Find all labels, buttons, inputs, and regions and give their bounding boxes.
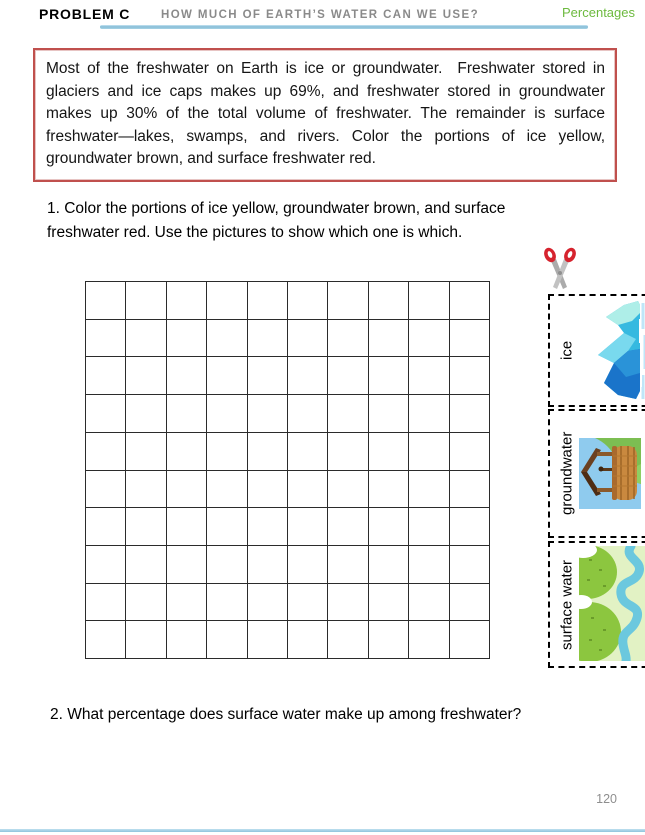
grid-cell[interactable] bbox=[86, 282, 126, 320]
grid-cell[interactable] bbox=[248, 320, 288, 358]
grid-cell[interactable] bbox=[328, 433, 368, 471]
grid-cell[interactable] bbox=[126, 584, 166, 622]
header-rule bbox=[100, 25, 588, 29]
grid-cell[interactable] bbox=[288, 584, 328, 622]
grid-cell[interactable] bbox=[126, 282, 166, 320]
grid-cell[interactable] bbox=[207, 508, 247, 546]
grid-cell[interactable] bbox=[288, 320, 328, 358]
cutout-card-ice[interactable] bbox=[548, 294, 645, 407]
grid-cell[interactable] bbox=[409, 621, 449, 659]
grid-cell[interactable] bbox=[328, 357, 368, 395]
grid-cell[interactable] bbox=[167, 357, 207, 395]
grid-cell[interactable] bbox=[328, 584, 368, 622]
grid-cell[interactable] bbox=[328, 546, 368, 584]
grid-cell[interactable] bbox=[369, 320, 409, 358]
grid-cell[interactable] bbox=[369, 395, 409, 433]
winding-river-image bbox=[579, 546, 645, 666]
grid-cell[interactable] bbox=[126, 320, 166, 358]
grid-cell[interactable] bbox=[328, 395, 368, 433]
grid-cell[interactable] bbox=[409, 471, 449, 509]
grid-cell[interactable] bbox=[409, 433, 449, 471]
grid-cell[interactable] bbox=[207, 282, 247, 320]
grid-cell[interactable] bbox=[328, 621, 368, 659]
grid-cell[interactable] bbox=[369, 471, 409, 509]
grid-cell[interactable] bbox=[86, 546, 126, 584]
grid-cell[interactable] bbox=[248, 395, 288, 433]
card-label-surface-water: surface water bbox=[558, 559, 576, 650]
grid-cell[interactable] bbox=[248, 471, 288, 509]
grid-cell[interactable] bbox=[288, 433, 328, 471]
grid-cell[interactable] bbox=[409, 357, 449, 395]
grid-cell[interactable] bbox=[207, 471, 247, 509]
category-label: Percentages bbox=[562, 5, 635, 20]
instruction-box bbox=[33, 48, 617, 182]
grid-cell[interactable] bbox=[409, 508, 449, 546]
footer-rule bbox=[0, 829, 645, 832]
cutout-card-groundwater[interactable] bbox=[548, 409, 645, 538]
grid-cell[interactable] bbox=[167, 471, 207, 509]
grid-cell[interactable] bbox=[167, 508, 207, 546]
grid-cell[interactable] bbox=[288, 282, 328, 320]
page-number: 120 bbox=[596, 792, 617, 806]
grid-cell[interactable] bbox=[369, 282, 409, 320]
grid-cell[interactable] bbox=[86, 621, 126, 659]
card-label-ice: ice bbox=[558, 340, 576, 361]
grid-cell[interactable] bbox=[207, 395, 247, 433]
grid-cell[interactable] bbox=[167, 584, 207, 622]
grid-cell[interactable] bbox=[126, 433, 166, 471]
grid-cell[interactable] bbox=[409, 584, 449, 622]
grid-cell[interactable] bbox=[248, 546, 288, 584]
cutout-card-surface-water[interactable] bbox=[548, 541, 645, 668]
grid-cell[interactable] bbox=[207, 357, 247, 395]
grid-cell[interactable] bbox=[167, 282, 207, 320]
grid-cell[interactable] bbox=[86, 471, 126, 509]
grid-cell[interactable] bbox=[450, 395, 490, 433]
iceberg-image bbox=[584, 299, 645, 407]
grid-cell[interactable] bbox=[167, 546, 207, 584]
grid-cell[interactable] bbox=[409, 282, 449, 320]
grid-cell[interactable] bbox=[248, 357, 288, 395]
grid-cell[interactable] bbox=[369, 621, 409, 659]
grid-cell[interactable] bbox=[450, 320, 490, 358]
grid-cell[interactable] bbox=[207, 320, 247, 358]
grid-cell[interactable] bbox=[248, 621, 288, 659]
grid-cell[interactable] bbox=[369, 584, 409, 622]
grid-cell[interactable] bbox=[450, 584, 490, 622]
grid-cell[interactable] bbox=[126, 621, 166, 659]
grid-cell[interactable] bbox=[207, 621, 247, 659]
grid-cell[interactable] bbox=[328, 471, 368, 509]
scissors-icon bbox=[538, 247, 582, 293]
grid-cell[interactable] bbox=[126, 395, 166, 433]
grid-cell[interactable] bbox=[288, 508, 328, 546]
grid-cell[interactable] bbox=[328, 282, 368, 320]
grid-cell[interactable] bbox=[450, 546, 490, 584]
grid-cell[interactable] bbox=[288, 621, 328, 659]
instruction-text: Most of the freshwater on Earth is ice or groundwater. Freshwater stored in glaciers and ice caps makes up 69%, and freshwater stored in groundwater makes up 30% of the total volume of freshwater. The remainder is surface freshwater—lakes, swamps, and rivers. Color the portions of ice yellow, groundwater brown, and surface freshwater red. bbox=[46, 60, 610, 167]
grid-cell[interactable] bbox=[86, 320, 126, 358]
grid-cell[interactable] bbox=[328, 508, 368, 546]
grid-cell[interactable] bbox=[167, 395, 207, 433]
grid-cell[interactable] bbox=[167, 320, 207, 358]
grid-cell[interactable] bbox=[248, 282, 288, 320]
grid-cell[interactable] bbox=[450, 621, 490, 659]
grid-cell[interactable] bbox=[86, 584, 126, 622]
grid-cell[interactable] bbox=[248, 508, 288, 546]
grid-cell[interactable] bbox=[328, 320, 368, 358]
grid-cell[interactable] bbox=[126, 546, 166, 584]
grid-cell[interactable] bbox=[409, 546, 449, 584]
card-label-groundwater: groundwater bbox=[558, 431, 576, 516]
grid-cell[interactable] bbox=[450, 508, 490, 546]
question-2: 2. What percentage does surface water make up among freshwater? bbox=[50, 706, 522, 723]
grid-cell[interactable] bbox=[86, 508, 126, 546]
grid-cell[interactable] bbox=[450, 357, 490, 395]
grid-cell[interactable] bbox=[126, 508, 166, 546]
grid-cell[interactable] bbox=[369, 433, 409, 471]
problem-label: PROBLEM C bbox=[39, 6, 131, 22]
grid-cell[interactable] bbox=[409, 395, 449, 433]
grid-cell[interactable] bbox=[288, 357, 328, 395]
grid-cell[interactable] bbox=[167, 433, 207, 471]
grid-cell[interactable] bbox=[167, 621, 207, 659]
grid-cell[interactable] bbox=[207, 546, 247, 584]
grid-cell[interactable] bbox=[126, 357, 166, 395]
page-title: HOW MUCH OF EARTH’S WATER CAN WE USE? bbox=[161, 9, 479, 21]
percent-grid bbox=[85, 281, 490, 659]
grid-cell[interactable] bbox=[288, 546, 328, 584]
grid-cell[interactable] bbox=[86, 395, 126, 433]
grid-cell[interactable] bbox=[409, 320, 449, 358]
grid-cell[interactable] bbox=[369, 357, 409, 395]
grid-cell[interactable] bbox=[126, 471, 166, 509]
grid-cell[interactable] bbox=[369, 508, 409, 546]
grid-cell[interactable] bbox=[86, 357, 126, 395]
grid-cell[interactable] bbox=[450, 471, 490, 509]
question-1: 1. Color the portions of ice yellow, groundwater brown, and surface freshwater red. Use the pictures to show which one is which. bbox=[47, 200, 506, 241]
grid-cell[interactable] bbox=[248, 584, 288, 622]
grid-cell[interactable] bbox=[288, 395, 328, 433]
grid-cell[interactable] bbox=[207, 433, 247, 471]
grid-cell[interactable] bbox=[248, 433, 288, 471]
grid-cell[interactable] bbox=[369, 546, 409, 584]
grid-cell[interactable] bbox=[86, 433, 126, 471]
grid-cell[interactable] bbox=[450, 433, 490, 471]
grid-cell[interactable] bbox=[207, 584, 247, 622]
grid-cell[interactable] bbox=[288, 471, 328, 509]
water-well-image bbox=[579, 438, 641, 514]
grid-cell[interactable] bbox=[450, 282, 490, 320]
